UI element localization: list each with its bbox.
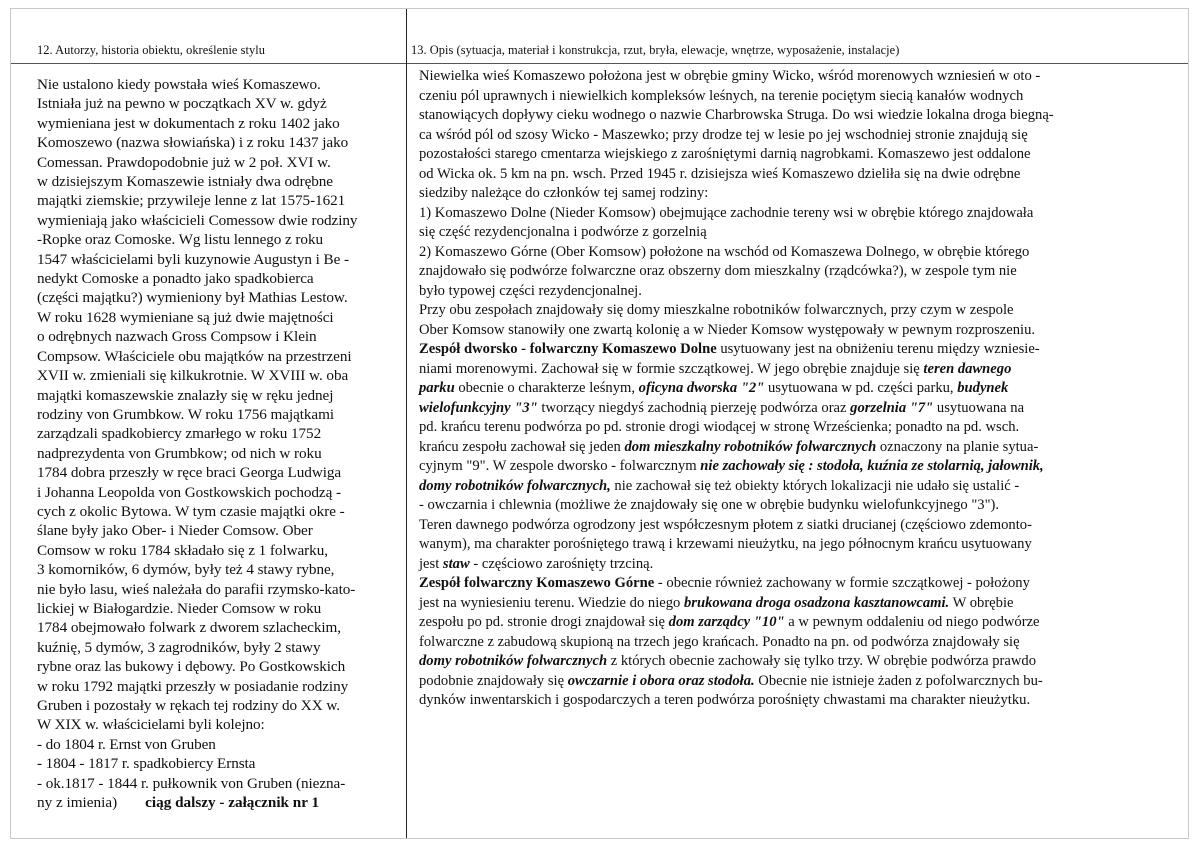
history-line: majątki ziemskie; przywileje lenne z lat 1575-1621 bbox=[37, 192, 346, 210]
history-line: 3 komorników, 6 dymów, były też 4 stawy rybne, bbox=[37, 561, 335, 579]
history-line: Nie ustalono kiedy powstała wieś Komaszewo. bbox=[37, 76, 321, 93]
text-line: - owczarnia i chlewnia (możliwe że znajdowały się one w obrębie budynku wielofunkcyjnego "3"). bbox=[419, 497, 1000, 513]
text-span: jest bbox=[419, 555, 443, 572]
description-line: pozostałości starego cmentarza wiejskiego z zarośniętymi darnią nagrobkami. Komaszewo jest oddalone bbox=[419, 146, 1031, 162]
emphasis-lost-buildings: nie zachowały się : stodoła, kuźnia ze stolarnią, jałownik, bbox=[700, 458, 1044, 474]
emphasis-worker-house: dom mieszkalny robotników folwarcznych bbox=[624, 438, 877, 455]
history-line: XVII w. zmieniali się kilkukrotnie. W XVIII w. oba bbox=[37, 367, 349, 385]
text-span: Obecnie nie istnieje żaden z pofolwarcznych bu- bbox=[754, 672, 1043, 689]
text-span: - obecnie również zachowany w formie szczątkowej - położony bbox=[654, 575, 1030, 591]
history-line: Komoszewo (nazwa słowiańska) i z roku 1437 jako bbox=[37, 134, 349, 152]
history-line: 1784 dobra przeszły w ręce braci Georga Ludwiga bbox=[37, 464, 342, 482]
text-line: folwarczne z zabudową skupioną na trzech jego krańcach. Ponadto na pn. od podwórza znajdowały się bbox=[419, 633, 1020, 650]
description-line: było typowej części rezydencjonalnej. bbox=[419, 282, 642, 299]
emphasis-building-2: wielofunkcyjny "3" bbox=[419, 399, 538, 416]
text-span: niami morenowymi. Zachował się w formie szczątkowej. W jego obrębie znajduje się bbox=[419, 360, 924, 377]
description-text bbox=[419, 67, 1174, 711]
emphasis-worker-houses-upper: domy robotników folwarcznych bbox=[419, 653, 608, 669]
history-line: zarządzali spadkobiercy zmarłego w roku 1752 bbox=[37, 425, 322, 443]
history-line: rodziny von Grumbkow. W roku 1756 majątkami bbox=[37, 405, 334, 423]
history-last-line-text: ny z imienia) bbox=[37, 794, 118, 812]
history-line: Istniała już na pewno w początkach XV w. gdyż bbox=[37, 95, 327, 113]
history-line: W roku 1628 wymieniane są już dwie majętności bbox=[37, 308, 334, 326]
history-line: wymieniają jako właścicieli Comessow dwie rodziny bbox=[37, 211, 358, 229]
history-line: 1784 obejmowało folwark z dworem szlacheckim, bbox=[37, 619, 341, 637]
text-span: nie zachował się też obiekty których lokalizacji nie udało się ustalić - bbox=[610, 477, 1020, 494]
history-line: nie było lasu, wieś należała do parafii rzymsko-kato- bbox=[37, 580, 356, 598]
history-line: o odrębnych nazwach Gross Compsow i Klein bbox=[37, 328, 317, 346]
description-line: od Wicka ok. 5 km na pn. wsch. Przed 1945 r. dzisiejsza wieś Komaszewo dzieliła się na dwie odrębne bbox=[419, 165, 1021, 182]
history-line: majątki komaszewskie znalazły się w ręku jednej bbox=[37, 386, 334, 404]
emphasis-park: teren dawnego bbox=[923, 360, 1012, 377]
description-line: Ober Komsow stanowiły one zwartą kolonię a w Nieder Komsow występowały w pewnym rozproszeniu. bbox=[419, 321, 1036, 338]
history-line: w dzisiejszym Komaszewie istniały dwa odrębne bbox=[37, 173, 333, 191]
emphasis-worker-houses: domy robotników folwarcznych, bbox=[419, 477, 611, 494]
description-line: siedziby należące do członków tej samej rodziny: bbox=[419, 185, 709, 201]
text-span: a w pewnym oddaleniu od niego podwórze bbox=[784, 614, 1040, 630]
history-line: nadprezydenta von Grumbkow; od nich w roku bbox=[37, 444, 322, 462]
text-span: cyjnym "9". W zespole dworsko - folwarcznym bbox=[419, 458, 701, 474]
text-span: usytuowana na bbox=[933, 399, 1025, 416]
text-span: usytuowany jest na obniżeniu terenu między wzniesie- bbox=[716, 341, 1040, 357]
description-line: Przy obu zespołach znajdowały się domy mieszkalne robotników folwarcznych, przy czym w zespole bbox=[419, 302, 1014, 318]
description-line: się część rezydencjonalna i podwórze z gorzelnią bbox=[419, 224, 707, 240]
text-span: zespołu po pd. stronie drogi znajdował się bbox=[419, 614, 669, 630]
text-line: pd. krańcu terenu podwórza po pd. stronie drogi wiodącej w stronę Wrześcienka; ponadto na pd. wsch. bbox=[419, 419, 1020, 435]
description-line: wanym), ma charakter porośniętego trawą i krzewami nieużytku, na jego północnym krańcu usytuowany bbox=[419, 536, 1032, 552]
history-line: Comsow w roku 1784 składało się z 1 folwarku, bbox=[37, 541, 328, 559]
history-line: wymieniana jest w dokumentach z roku 1402 jako bbox=[37, 114, 340, 132]
emphasis-distillery: gorzelnia "7" bbox=[850, 399, 934, 416]
text-span: oznaczony na planie sytua- bbox=[876, 438, 1039, 455]
history-line: rybne oraz las bukowy i dębowy. Po Gostkowskich bbox=[37, 658, 346, 676]
text-span: krańcu zespołu zachował się jeden bbox=[419, 438, 625, 455]
emphasis-barns: owczarnie i obora oraz stodoła. bbox=[567, 672, 755, 689]
emphasis-park-2: parku bbox=[419, 380, 455, 396]
description-line: ca wśród pól od szosy Wicko - Maszewko; przy drodze tej w lesie po jej wschodniej stronie znajdują się bbox=[419, 126, 1028, 143]
description-line: stanowiących dopływy cieku wodnego o nazwie Charbrowska Struga. Do wsi wiedzie lokalna droga biegną- bbox=[419, 107, 1054, 123]
description-yard bbox=[419, 516, 1174, 555]
history-line: Compsow. Właściciele obu majątków na przestrzeni bbox=[37, 347, 352, 365]
text-span: obecnie o charakterze leśnym, bbox=[454, 380, 639, 396]
description-column bbox=[407, 9, 1188, 838]
emphasis-building: budynek bbox=[957, 380, 1009, 396]
description-upper-estate bbox=[419, 574, 1174, 711]
description-line: czeniu pól uprawnych i niewielkich kompleksów leśnych, na terenie pociętym siecią kanałów wodnych bbox=[419, 87, 1024, 104]
history-column bbox=[11, 9, 407, 838]
text-span: - częściowo zarośnięty trzciną. bbox=[469, 555, 654, 572]
emphasis-pond: staw bbox=[442, 555, 470, 572]
text-span: tworzący niegdyś zachodnią pierzeję podwórza oraz bbox=[537, 399, 851, 416]
history-text bbox=[37, 75, 398, 793]
history-line: kuźnię, 5 dymów, 3 zagrodników, były 2 stawy bbox=[37, 638, 321, 656]
form-sheet bbox=[10, 8, 1189, 839]
section-12-header: 12. Autorzy, historia obiektu, określenie stylu bbox=[37, 43, 265, 57]
emphasis-road: brukowana droga osadzona kasztanowcami. bbox=[684, 594, 950, 611]
emphasis-annex: oficyna dworska "2" bbox=[638, 380, 765, 396]
text-span: z których obecnie zachowały się tylko trzy. W obrębie podwórza prawdo bbox=[607, 653, 1036, 669]
history-line: ślane były jako Ober- i Nieder Comsow. Ober bbox=[37, 522, 313, 540]
history-line: (części majątku?) wymieniony był Mathias Lestow. bbox=[37, 289, 348, 307]
continuation-note: ciąg dalszy - załącznik nr 1 bbox=[145, 794, 320, 812]
description-line: Teren dawnego podwórza ogrodzony jest współczesnym płotem z siatki drucianej (częściowo zdemonto- bbox=[419, 516, 1032, 533]
history-line: -Ropke oraz Comoske. Wg listu lennego z roku bbox=[37, 231, 323, 249]
history-line: - ok.1817 - 1844 r. pułkownik von Gruben (niezna- bbox=[37, 774, 346, 792]
text-span: W obrębie bbox=[949, 594, 1014, 611]
text-span: podobnie znajdowały się bbox=[419, 672, 568, 689]
description-lower-estate bbox=[419, 340, 1174, 516]
description-line: Niewielka wieś Komaszewo położona jest w obrębie gminy Wicko, wśród morenowych wzniesień w oto - bbox=[419, 68, 1041, 84]
emphasis-manager-house: dom zarządcy "10" bbox=[668, 614, 785, 630]
history-line: i Johanna Leopolda von Gostkowskich pochodzą - bbox=[37, 483, 341, 501]
text-line: dynków inwentarskich i gospodarczych a teren podwórza porośnięty chwastami ma charakter nieużytku. bbox=[419, 692, 1031, 708]
history-line: Comessan. Prawdopodobnie już w 2 poł. XVI w. bbox=[37, 153, 331, 171]
description-line: znajdowało się podwórze folwarczne oraz obszerny dom mieszkalny (rządcówka?), w zespole tym nie bbox=[419, 263, 1017, 279]
history-line: W XIX w. właścicielami byli kolejno: bbox=[37, 716, 265, 734]
heading-lower-estate: Zespół dworsko - folwarczny Komaszewo Dolne bbox=[419, 341, 717, 357]
heading-upper-estate: Zespół folwarczny Komaszewo Górne bbox=[419, 575, 655, 591]
text-span: jest na wyniesieniu terenu. Wiedzie do niego bbox=[419, 594, 684, 611]
section-13-header: 13. Opis (sytuacja, materiał i konstrukcja, rzut, bryła, elewacje, wnętrze, wyposażenie, instalacje) bbox=[411, 43, 900, 57]
description-line: 1) Komaszewo Dolne (Nieder Komsow) obejmujące zachodnie tereny wsi w obrębie którego znajdowała bbox=[419, 204, 1034, 221]
history-line: w roku 1792 majątki przeszły w posiadanie rodziny bbox=[37, 677, 349, 695]
history-line: - 1804 - 1817 r. spadkobiercy Ernsta bbox=[37, 755, 256, 773]
history-line: 1547 właścicielami byli kuzynowie Augustyn i Be - bbox=[37, 250, 350, 268]
history-last-line bbox=[37, 793, 398, 812]
description-line: 2) Komaszewo Górne (Ober Komsow) położone na wschód od Komaszewa Dolnego, w obrębie którego bbox=[419, 243, 1030, 260]
history-line: nedykt Comoske a ponadto jako spadkobierca bbox=[37, 270, 314, 288]
text-span: usytuowana w pd. części parku, bbox=[764, 380, 958, 396]
history-line: Gruben i pozostały w rękach tej rodziny do XX w. bbox=[37, 697, 340, 714]
history-line: cych z okolic Bytowa. W tym czasie majątki okre - bbox=[37, 502, 345, 520]
history-line: - do 1804 r. Ernst von Gruben bbox=[37, 735, 216, 753]
description-intro bbox=[419, 67, 1174, 340]
description-yard-last bbox=[419, 555, 1174, 575]
history-line: lickiej w Białogardzie. Nieder Comsow w roku bbox=[37, 599, 322, 617]
